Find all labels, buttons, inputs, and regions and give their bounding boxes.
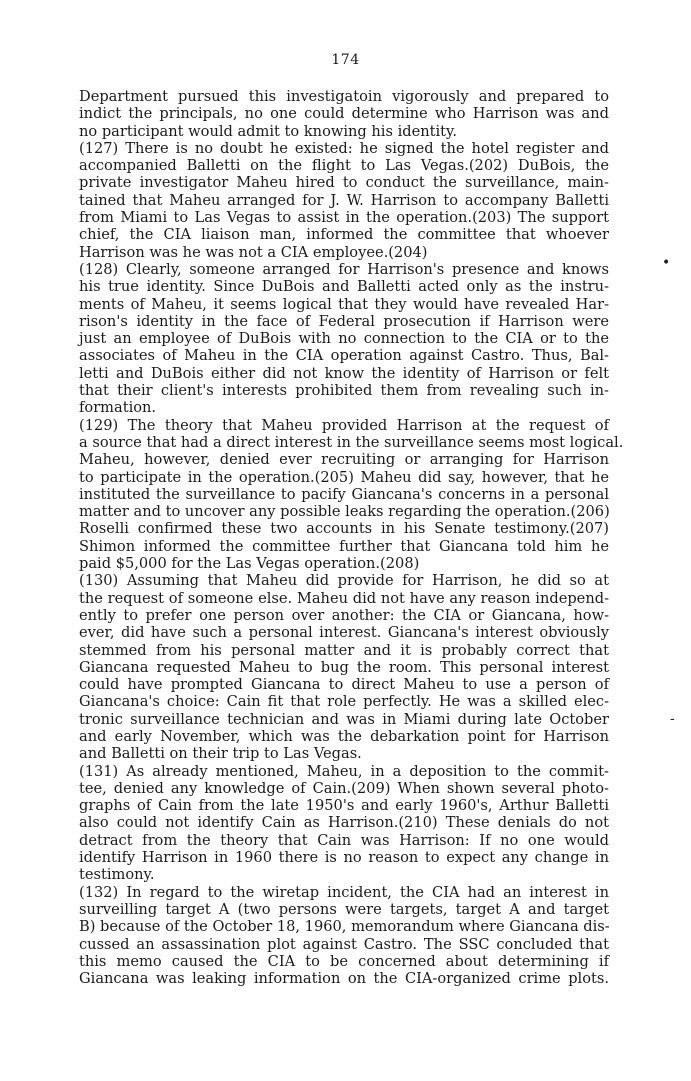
text-line: to participate in the operation.(205) Maheu did say, however, that he: [79, 468, 609, 486]
text-line: instituted the surveillance to pacify Giancana's concerns in a personal: [79, 485, 609, 503]
text-line: letti and DuBois either did not know the identity of Harrison or felt: [79, 364, 609, 382]
text-line: (130) Assuming that Maheu did provide for Harrison, he did so at: [79, 572, 609, 590]
text-line: identify Harrison in 1960 there is no reason to expect any change in: [79, 849, 609, 867]
text-line: ever, did have such a personal interest. Giancana's interest obviously: [79, 624, 609, 642]
text-line: accompanied Balletti on the flight to Las Vegas.(202) DuBois, the: [79, 157, 609, 175]
text-line: (128) Clearly, someone arranged for Harrison's presence and knows: [79, 260, 609, 278]
text-line: his true identity. Since DuBois and Balletti acted only as the instru-: [79, 278, 609, 296]
text-line: private investigator Maheu hired to conduct the surveillance, main-: [79, 174, 609, 192]
text-line: that their client's interests prohibited them from revealing such in-: [79, 382, 609, 400]
text-line: and early November, which was the debarkation point for Harrison: [79, 727, 609, 745]
text-line: tee, denied any knowledge of Cain.(209) When shown several photo-: [79, 779, 609, 797]
text-line: stemmed from his personal matter and it is probably correct that: [79, 641, 609, 659]
body-text: [79, 88, 624, 988]
text-line: Harrison was he was not a CIA employee.(204): [79, 243, 428, 261]
text-line: (132) In regard to the wiretap incident, the CIA had an interest in: [79, 883, 609, 901]
text-line: this memo caused the CIA to be concerned about determining if: [79, 952, 609, 970]
text-line: cussed an assassination plot against Castro. The SSC concluded that: [79, 935, 609, 953]
text-line: graphs of Cain from the late 1950's and early 1960's, Arthur Balletti: [79, 797, 609, 815]
text-line: (129) The theory that Maheu provided Harrison at the request of: [79, 416, 609, 434]
text-line: rison's identity in the face of Federal prosecution if Harrison were: [79, 312, 609, 330]
text-line: Shimon informed the committee further that Giancana told him he: [79, 537, 609, 555]
text-line: chief, the CIA liaison man, informed the committee that whoever: [79, 226, 609, 244]
margin-dot-mark: •: [662, 255, 671, 271]
text-line: just an employee of DuBois with no connection to the CIA or to the: [79, 330, 609, 348]
text-line: also could not identify Cain as Harrison.(210) These denials do not: [79, 814, 609, 832]
text-line: paid $5,000 for the Las Vegas operation.(208): [79, 555, 420, 573]
margin-dash-mark: -: [670, 711, 675, 727]
text-line: Department pursued this investigatoin vigorously and prepared to: [79, 88, 609, 105]
text-line: Giancana requested Maheu to bug the room. This personal interest: [79, 658, 609, 676]
text-line: could have prompted Giancana to direct Maheu to use a person of: [79, 676, 609, 694]
text-line: the request of someone else. Maheu did not have any reason independ-: [79, 589, 609, 607]
text-line: testimony.: [79, 866, 155, 884]
text-line: from Miami to Las Vegas to assist in the operation.(203) The support: [79, 209, 609, 227]
text-line: (127) There is no doubt he existed: he signed the hotel register and: [79, 139, 609, 157]
text-line: indict the principals, no one could determine who Harrison was and: [79, 105, 609, 123]
text-line: no participant would admit to knowing his identity.: [79, 122, 457, 140]
text-line: Maheu, however, denied ever recruiting or arranging for Harrison: [79, 451, 609, 469]
text-line: Giancana's choice: Cain fit that role perfectly. He was a skilled elec-: [79, 693, 609, 711]
text-line: B) because of the October 18, 1960, memorandum where Giancana dis-: [79, 918, 610, 936]
text-line: tained that Maheu arranged for J. W. Harrison to accompany Balletti: [79, 191, 609, 209]
text-line: Roselli confirmed these two accounts in his Senate testimony.(207): [79, 520, 609, 538]
text-line: associates of Maheu in the CIA operation against Castro. Thus, Bal-: [79, 347, 609, 365]
page-number: 174: [331, 52, 360, 68]
text-line: ently to prefer one person over another: the CIA or Giancana, how-: [79, 606, 609, 624]
text-line: tronic surveillance technician and was in Miami during late October: [79, 710, 609, 728]
text-line: a source that had a direct interest in the surveillance seems most logical.: [79, 433, 624, 451]
text-line: Giancana was leaking information on the CIA-organized crime plots.: [79, 970, 609, 988]
text-line: ments of Maheu, it seems logical that they would have revealed Har-: [79, 295, 609, 313]
text-line: matter and to uncover any possible leaks regarding the operation.(206): [79, 503, 610, 521]
text-line: formation.: [79, 399, 157, 417]
text-line: surveilling target A (two persons were targets, target A and target: [79, 900, 609, 918]
text-line: (131) As already mentioned, Maheu, in a deposition to the commit-: [79, 762, 609, 780]
text-line: detract from the theory that Cain was Harrison: If no one would: [79, 831, 609, 849]
text-line: and Balletti on their trip to Las Vegas.: [79, 745, 362, 763]
